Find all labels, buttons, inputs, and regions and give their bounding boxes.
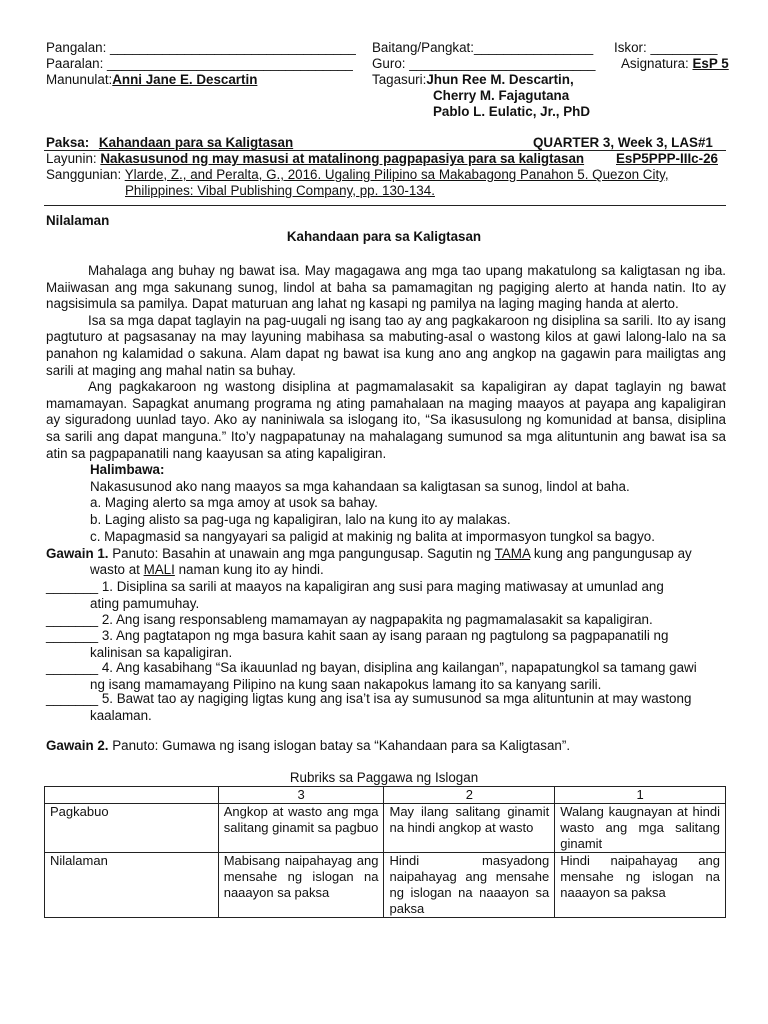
author-label: Manunulat:	[46, 72, 113, 87]
gawain1-instruction-cont	[90, 562, 324, 579]
content-title: Kahandaan para sa Kaligtasan	[286, 229, 482, 244]
rubric-header-1: 1	[555, 787, 726, 804]
reference-label: Sanggunian:	[46, 167, 122, 182]
example-label: Halimbawa:	[90, 462, 165, 478]
item-4-cont: ng isang mamamayang Pilipino na kung saan nakapokus lamang ito sa kanyang sarili.	[90, 676, 602, 692]
grade-field[interactable]: Baitang/Pangkat:________________	[372, 40, 594, 55]
objective-value: Nakasusunod ng may masusi at matalinong pagpapasiya para sa kaligtasan	[100, 151, 585, 166]
gawain2-instruction	[46, 738, 570, 755]
rubric-cell-3: Mabisang naipahayag ang mensahe ng islogan na naaayon sa paksa	[218, 853, 384, 918]
gawain1-item-4[interactable]	[46, 660, 726, 693]
rubric-cell-3: Angkop at wasto ang mga salitang ginamit sa pagbuo	[218, 804, 384, 853]
mali-keyword: MALI	[143, 562, 175, 577]
name-field[interactable]: Pangalan: _________________________________	[46, 40, 356, 55]
subject-label: Asignatura:	[621, 56, 689, 71]
rubric-header-3: 3	[218, 787, 384, 804]
rubric-header-2: 2	[384, 787, 555, 804]
gawain1-item-5[interactable]	[46, 691, 726, 724]
gawain1-item-1[interactable]	[46, 579, 726, 612]
tama-keyword: TAMA	[494, 546, 531, 561]
example-a: a. Maging alerto sa mga amoy at usok sa bahay.	[90, 495, 378, 511]
item-1-text: _______ 1. Disiplina sa sarili at maayos na kapaligiran ang susi para maging matiwasay at umunlad ang	[46, 579, 664, 594]
gawain1-text-d: naman kung ito ay hindi.	[174, 562, 324, 577]
reviewer-name-3: Pablo L. Eulatic, Jr., PhD	[433, 104, 591, 119]
paragraph-3: Ang pagkakaroon ng wastong disiplina at pagmamalasakit sa kapaligiran ay dapat taglayin ng bawat mamamayan. Sapagkat anumang programa ng ating pamahalaan na maging maayos at payapa ang kapaligiran ay siguradong uunlad tayo. Ako ay naniniwala sa islogang ito, “Sa ikasusulong ng komunidad at bansa, disiplina sa sarili ang dapat manguna.” Ito’y nagpapatunay na mahalagang sumunod sa mga alituntunin ang bawat isa sa atin sa pagpapanatili nang kaayusan sa ating kapaligiran.	[46, 379, 726, 461]
topic-label: Paksa:	[46, 135, 90, 150]
competency-code: EsP5PPP-IIIc-26	[616, 151, 718, 166]
divider-reference	[44, 205, 726, 206]
author-value: Anni Jane E. Descartin	[112, 72, 258, 87]
rubric-criterion: Nilalaman	[45, 853, 219, 918]
item-2-text: _______ 2. Ang isang responsableng mamamayan ay nagpapakita ng pagmamalasakit sa kapaligiran.	[46, 612, 653, 627]
gawain1-text-c: wasto at	[90, 562, 144, 577]
teacher-field[interactable]: Guro: _________________________	[372, 56, 596, 71]
content-body	[46, 263, 726, 545]
example-c: c. Mapagmasid sa nangyayari sa paligid at makinig ng balita at impormasyon tungkol sa bagyo.	[90, 528, 655, 544]
example-intro: Nakasusunod ako nang maayos sa mga kahandaan sa kaligtasan sa sunog, lindol at baha.	[90, 478, 630, 494]
reviewer-name-2: Cherry M. Fajagutana	[433, 88, 570, 103]
rubric-title: Rubriks sa Paggawa ng Islogan	[289, 770, 479, 785]
item-1-cont: ating pamumuhay.	[90, 595, 200, 611]
item-4-text: _______ 4. Ang kasabihang “Sa ikauunlad ng bayan, disiplina ang kailangan”, napapatungkol sa tamang gawi	[46, 660, 697, 675]
gawain2-text: Panuto: Gumawa ng isang islogan batay sa “Kahandaan para sa Kaligtasan”.	[108, 738, 571, 753]
objective-label: Layunin:	[46, 151, 97, 166]
rubric-table	[44, 786, 726, 918]
section-label: Nilalaman	[46, 213, 110, 228]
reviewer-name-1: Jhun Ree M. Descartin,	[426, 72, 574, 87]
item-3-cont: kalinisan sa kapaligiran.	[90, 644, 233, 660]
gawain1-text-b: kung ang pangungusap ay	[530, 546, 692, 561]
item-3-text: _______ 3. Ang pagtatapon ng mga basura kahit saan ay isang paraan ng pagtulong sa pagpapanatili ng	[46, 628, 669, 643]
reference-line-2: Philippines: Vibal Publishing Company, pp. 130-134.	[125, 183, 435, 198]
reference-line-1: Ylarde, Z., and Peralta, G., 2016. Ugaling Pilipino sa Makabagong Panahon 5. Quezon City,	[124, 167, 669, 182]
objective	[46, 151, 584, 168]
rubric-cell-2: Hindi masyadong naipahayag ang mensahe ng islogan na naaayon sa paksa	[384, 853, 555, 918]
score-field[interactable]: Iskor: _________	[614, 40, 718, 55]
quarter-label: QUARTER 3, Week 3, LAS#1	[533, 135, 713, 150]
subject-value: EsP 5	[692, 56, 729, 71]
rubric-cell-1: Walang kaugnayan at hindi wasto ang mga salitang ginamit	[555, 804, 726, 853]
rubric-row-pagkabuo	[45, 804, 726, 853]
rubric-header-row	[45, 787, 726, 804]
school-field[interactable]: Paaralan: _________________________________	[46, 56, 353, 71]
item-5-cont: kaalaman.	[90, 707, 152, 723]
reviewer	[372, 72, 574, 89]
author	[46, 72, 257, 89]
item-5-text: _______ 5. Bawat tao ay nagiging ligtas kung ang isa’t isa ay sumusunod sa mga alituntunin at may wastong	[46, 691, 692, 706]
rubric-row-nilalaman	[45, 853, 726, 918]
rubric-criterion: Pagkabuo	[45, 804, 219, 853]
gawain1-item-2[interactable]	[46, 612, 726, 629]
topic-value: Kahandaan para sa Kaligtasan	[98, 135, 294, 150]
gawain1-instruction	[46, 546, 692, 563]
subject	[621, 56, 729, 73]
reviewer-label: Tagasuri:	[372, 72, 427, 87]
rubric-cell-2: May ilang salitang ginamit na hindi angkop at wasto	[384, 804, 555, 853]
rubric-header-criteria	[45, 787, 219, 804]
rubric-cell-1: Hindi naipahayag ang mensahe ng islogan na naaayon sa paksa	[555, 853, 726, 918]
reference	[46, 167, 669, 184]
gawain1-label: Gawain 1.	[46, 546, 109, 561]
example-b: b. Laging alisto sa pag-uga ng kapaligiran, lalo na kung ito ay malakas.	[90, 511, 511, 527]
paragraph-2: Isa sa mga dapat taglayin na pag-uugali ng isang tao ay ang pagkakaroon ng disiplina sa sarili. Ito ay isang pagtuturo at pagsasanay na may layuning mabihasa sa mabuting-asal o wastong kilos at gawi lalong-lalo na sa panahon ng kalamidad o sakuna. Alam dapat ng bawat isa kung ano ang angkop na gagawin para mailigtas ang sarili at maging ang mahal natin sa buhay.	[46, 312, 726, 378]
gawain2-label: Gawain 2.	[46, 738, 109, 753]
gawain1-text-a: Panuto: Basahin at unawain ang mga pangungusap. Sagutin ng	[108, 546, 495, 561]
paragraph-1: Mahalaga ang buhay ng bawat isa. May magagawa ang mga tao upang makatulong sa kaligtasan ng iba. Maiiwasan ang mga sakunang sunog, lindol at baha sa pamamagitan ng pagiging alerto at handa natin. Ito ay nagsisimula sa pamilya. Dapat maturuan ang lahat ng kasapi ng pamilya na laging maging handa at alerto.	[46, 263, 726, 312]
gawain1-item-3[interactable]	[46, 628, 726, 661]
